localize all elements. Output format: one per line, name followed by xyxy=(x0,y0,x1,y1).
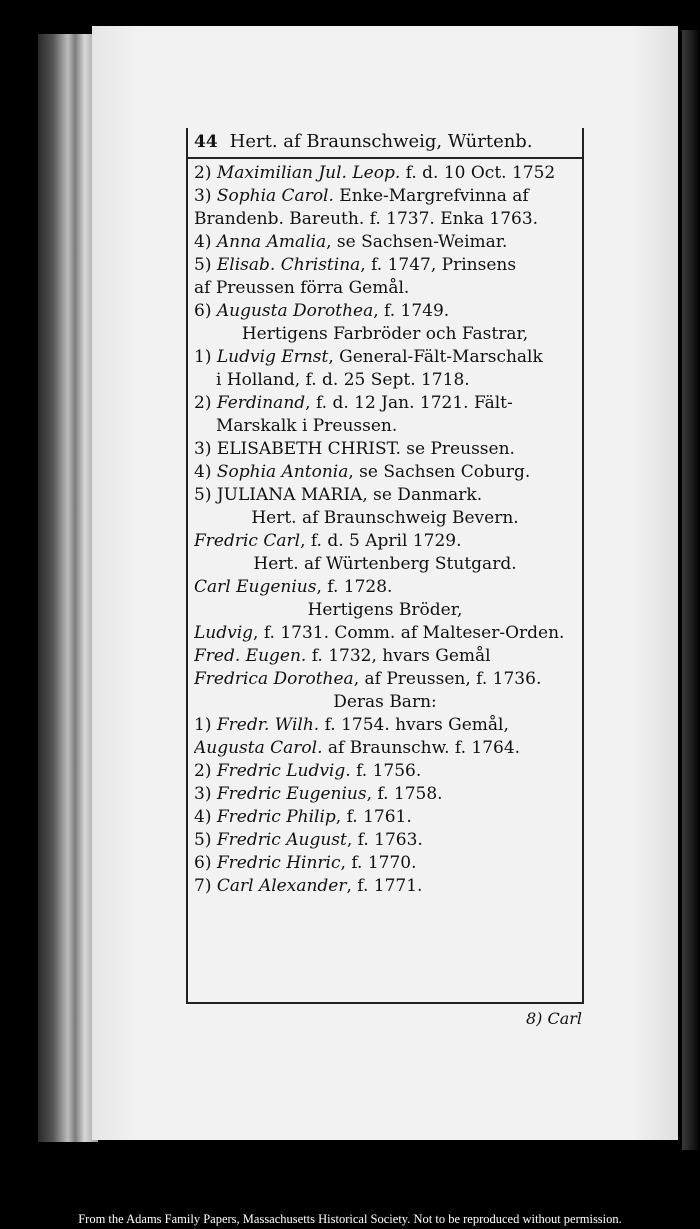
entry-text: , f. 1763. xyxy=(346,830,423,850)
text-line xyxy=(194,645,576,668)
entry-text: i Holland, f. d. 25 Sept. 1718. xyxy=(216,370,470,390)
person-name: Fred. Eugen. xyxy=(194,646,307,666)
person-name: Fredric Hinric xyxy=(216,853,341,873)
person-name: Fredric Eugenius xyxy=(216,784,367,804)
text-line xyxy=(194,346,576,369)
person-name: Elisab. Christina xyxy=(216,255,361,275)
catchword: 8) Carl xyxy=(525,1009,582,1028)
text-line xyxy=(194,668,576,691)
entry-text: Marskalk i Preussen. xyxy=(216,416,398,436)
entry-text: , f. 1758. xyxy=(366,784,443,804)
person-name: Fredr. Wilh. xyxy=(216,715,320,735)
entry-text: JULIANA MARIA, se Danmark. xyxy=(216,485,483,505)
entry-text: , f. 1771. xyxy=(346,876,423,896)
person-name: Augusta Carol. xyxy=(194,738,323,758)
entry-number: 5) xyxy=(194,255,217,275)
genealogy-lines xyxy=(194,162,576,898)
person-name: Augusta Dorothea xyxy=(216,301,374,321)
entry-number: 2) xyxy=(194,393,217,413)
entry-text: Enke-Margrefvinna af xyxy=(333,186,529,206)
text-line xyxy=(194,875,576,898)
text-line xyxy=(194,438,576,461)
entry-number: 1) xyxy=(194,347,217,367)
entry-text: , f. 1747, Prinsens xyxy=(360,255,517,275)
entry-text: f. d. 10 Oct. 1752 xyxy=(400,163,556,183)
person-name: Anna Amalia xyxy=(216,232,327,252)
text-line xyxy=(194,829,576,852)
text-line xyxy=(194,323,576,346)
text-line xyxy=(194,461,576,484)
person-name: Sophia Carol. xyxy=(216,186,334,206)
entry-text: Brandenb. Bareuth. f. 1737. Enka 1763. xyxy=(194,209,539,229)
entry-number: 2) xyxy=(194,761,217,781)
entry-text: f. 1754. hvars Gemål, xyxy=(319,715,509,735)
person-name: Fredrica Dorothea xyxy=(194,669,354,689)
text-line xyxy=(194,714,576,737)
entry-text: , f. 1728. xyxy=(316,577,393,597)
page-header xyxy=(188,128,582,159)
person-name: Maximilian Jul. Leop. xyxy=(216,163,401,183)
entry-text: , f. d. 12 Jan. 1721. Fält- xyxy=(305,393,513,413)
entry-text: Hertigens Bröder, xyxy=(307,600,463,620)
entry-text: , se Sachsen Coburg. xyxy=(348,462,531,482)
entry-text: , f. 1731. Comm. af Malteser-Orden. xyxy=(253,623,565,643)
book-cover-edge xyxy=(682,30,700,1150)
text-line xyxy=(194,415,576,438)
entry-text: Deras Barn: xyxy=(333,692,437,712)
entry-text: , General-Fält-Marschalk xyxy=(328,347,543,367)
person-name: Fredric August xyxy=(216,830,347,850)
printed-text-block xyxy=(186,128,584,1028)
page-number: 44 xyxy=(194,132,218,152)
text-line xyxy=(194,852,576,875)
entry-number: 4) xyxy=(194,462,217,482)
entry-text: f. 1732, hvars Gemål xyxy=(306,646,491,666)
text-line xyxy=(194,599,576,622)
book-page-edges xyxy=(38,34,98,1142)
running-title: Hert. af Braunschweig, Würtenb. xyxy=(229,131,533,152)
text-line xyxy=(194,162,576,185)
text-line xyxy=(194,484,576,507)
entry-text: Hertigens Farbröder och Fastrar, xyxy=(241,324,529,344)
person-name: Carl Eugenius xyxy=(194,577,317,597)
text-line xyxy=(194,553,576,576)
entry-number: 4) xyxy=(194,232,217,252)
entry-text: af Preussen förra Gemål. xyxy=(194,278,410,298)
entry-number: 3) xyxy=(194,186,217,206)
entry-number: 6) xyxy=(194,853,217,873)
entry-number: 1) xyxy=(194,715,217,735)
person-name: Carl Alexander xyxy=(216,876,347,896)
entry-text: af Braunschw. f. 1764. xyxy=(322,738,521,758)
text-line xyxy=(194,185,576,208)
entry-text: , af Preussen, f. 1736. xyxy=(353,669,542,689)
entry-text: ELISABETH CHRIST. se Preussen. xyxy=(216,439,515,459)
text-line xyxy=(194,300,576,323)
text-line xyxy=(194,530,576,553)
entry-number: 5) xyxy=(194,830,217,850)
text-line xyxy=(194,622,576,645)
person-name: Ludvig xyxy=(194,623,254,643)
person-name: Ludvig Ernst xyxy=(216,347,329,367)
entry-number: 5) xyxy=(194,485,217,505)
entry-number: 3) xyxy=(194,784,217,804)
person-name: Ferdinand xyxy=(216,393,306,413)
text-line xyxy=(194,231,576,254)
entry-text: . f. 1756. xyxy=(345,761,422,781)
text-line xyxy=(194,806,576,829)
text-line xyxy=(194,783,576,806)
entry-text: Hert. af Würtenberg Stutgard. xyxy=(253,554,517,574)
archive-credit-footer: From the Adams Family Papers, Massachusetts Historical Society. Not to be reproduced without permission. xyxy=(78,1212,622,1226)
entry-text: , f. d. 5 April 1729. xyxy=(300,531,462,551)
text-line xyxy=(194,760,576,783)
entry-text: Hert. af Braunschweig Bevern. xyxy=(251,508,519,528)
person-name: Fredric Carl xyxy=(194,531,301,551)
text-line xyxy=(194,392,576,415)
text-line xyxy=(194,576,576,599)
text-line xyxy=(194,208,576,231)
text-line xyxy=(194,737,576,760)
text-line xyxy=(194,369,576,392)
entry-number: 6) xyxy=(194,301,217,321)
entry-text: , f. 1761. xyxy=(335,807,412,827)
entry-number: 7) xyxy=(194,876,217,896)
text-line xyxy=(194,507,576,530)
entry-text: , f. 1749. xyxy=(373,301,450,321)
entry-number: 3) xyxy=(194,439,217,459)
person-name: Fredric Philip xyxy=(216,807,336,827)
text-line xyxy=(194,254,576,277)
entry-number: 2) xyxy=(194,163,217,183)
person-name: Sophia Antonia xyxy=(216,462,349,482)
entry-text: , f. 1770. xyxy=(340,853,417,873)
entry-text: , se Sachsen-Weimar. xyxy=(326,232,508,252)
person-name: Fredric Ludvig xyxy=(216,761,346,781)
text-line xyxy=(194,277,576,300)
entry-number: 4) xyxy=(194,807,217,827)
text-line xyxy=(194,691,576,714)
